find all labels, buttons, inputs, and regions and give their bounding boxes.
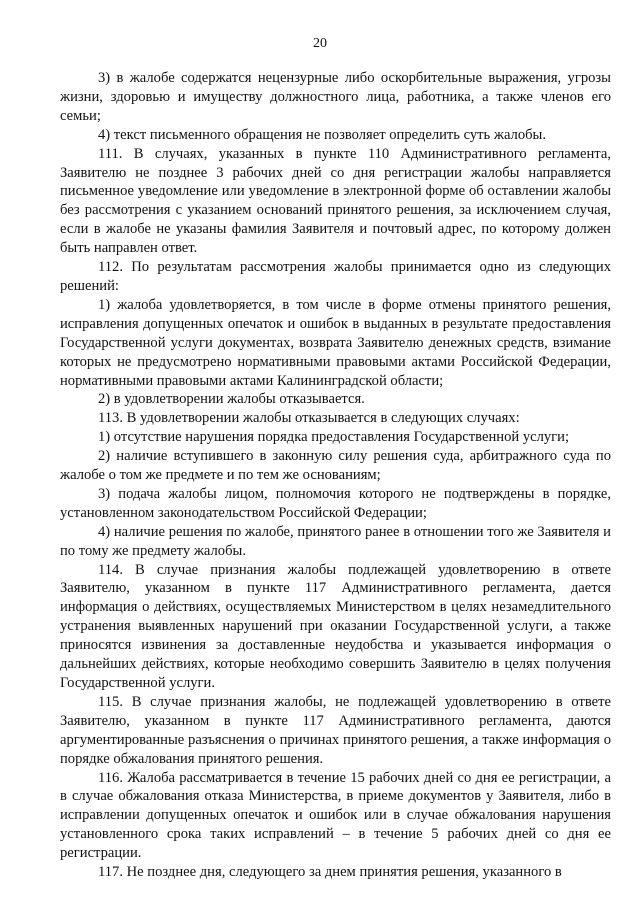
- document-body: [60, 69, 611, 882]
- paragraph-3-obscene: 3) в жалобе содержатся нецензурные либо оскорбительные выражения, угрозы жизни, здоровью и имуществу должностного лица, работника, а также членов его семьи;: [60, 70, 611, 124]
- paragraph-117: 117. Не позднее дня, следующего за днем принятия решения, указанного в: [98, 864, 562, 881]
- paragraph-4-unclear-text: 4) текст письменного обращения не позволяет определить суть жалобы.: [98, 126, 547, 143]
- paragraph-112-item-1: 1) жалоба удовлетворяется, в том числе в форме отмены принятого решения, исправления допущенных опечаток и ошибок в выданных в результате предоставления Государственной услуги документах, возврата Заявителю денежных средств, взимание которых не предусмотрено нормативными правовыми актами Российской Федерации, нормативными правовыми актами Калининградской области;: [60, 296, 611, 389]
- paragraph-112: 112. По результатам рассмотрения жалобы принимается одно из следующих решений:: [60, 259, 611, 294]
- paragraph-113-item-2: 2) наличие вступившего в законную силу решения суда, арбитражного суда по жалобе о том же предмете и по тем же основаниям;: [60, 448, 611, 484]
- paragraph-113-item-1: 1) отсутствие нарушения порядка предоставления Государственной услуги;: [98, 429, 570, 446]
- paragraph-112-item-2: 2) в удовлетворении жалобы отказывается.: [98, 391, 365, 408]
- paragraph-113-item-4: 4) наличие решения по жалобе, принятого ранее в отношении того же Заявителя и по тому же предмету жалобы.: [60, 523, 611, 559]
- paragraph-113: 113. В удовлетворении жалобы отказывается в следующих случаях:: [98, 410, 520, 427]
- page-number: 20: [313, 36, 327, 51]
- paragraph-116: 116. Жалоба рассматривается в течение 15 рабочих дней со дня ее регистрации, а в случае обжалования отказа Министерства, в приеме документов у Заявителя, либо в исправлении допущенных опечаток и ошибок или в случае обжалования нарушения установленного срока таких исправлений – в течение 5 рабочих дней со дня ее регистрации.: [60, 769, 611, 862]
- paragraph-115: 115. В случае признания жалобы, не подлежащей удовлетворению в ответе Заявителю, указанном в пункте 117 Административного регламента, даются аргументированные разъяснения о причинах принятого решения, а также информация о порядке обжалования принятого решения.: [60, 693, 611, 767]
- paragraph-111: 111. В случаях, указанных в пункте 110 Административного регламента, Заявителю не позднее 3 рабочих дней со дня регистрации жалобы направляется письменное уведомление или уведомление в электронной форме об оставлении жалобы без рассмотрения с указанием оснований принятого решения, за исключением случая, если в жалобе не указаны фамилия Заявителя и почтовый адрес, по которому должен быть направлен ответ.: [60, 145, 611, 257]
- paragraph-113-item-3: 3) подача жалобы лицом, полномочия которого не подтверждены в порядке, установленном законодательством Российской Федерации;: [60, 485, 611, 521]
- paragraph-114: 114. В случае признания жалобы подлежащей удовлетворению в ответе Заявителю, указанном в пункте 117 Административного регламента, дается информация о действиях, осуществляемых Министерством в целях незамедлительного устранения выявленных нарушений при оказании Государственной услуги, а также приносятся извинения за доставленные неудобства и указывается информация о дальнейших действиях, которые необходимо совершить Заявителю в целях получения Государственной услуги.: [60, 561, 611, 691]
